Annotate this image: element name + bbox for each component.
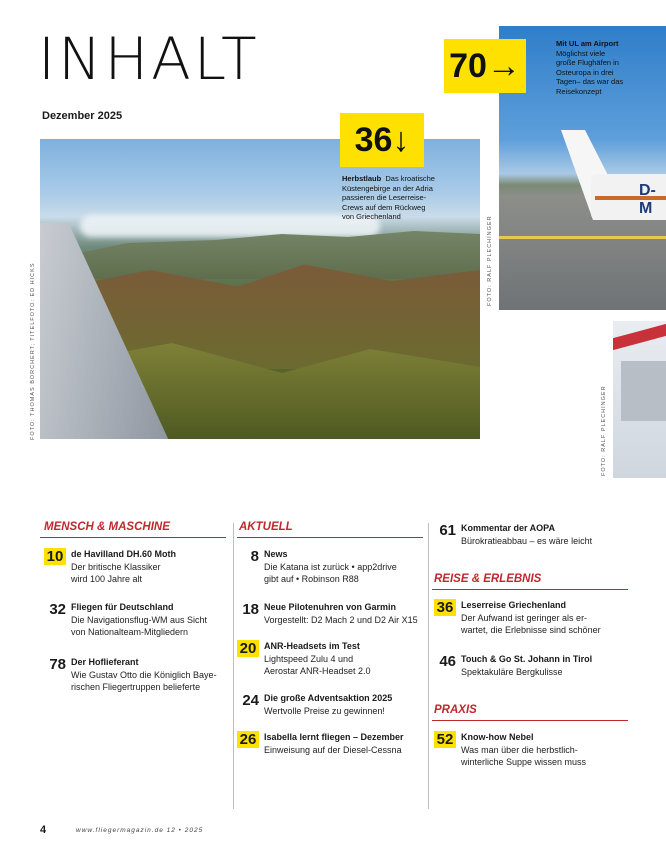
toc-description: Was man über die herbstlich- winterliche Suppe wissen muss — [461, 745, 587, 767]
toc-title: de Havilland DH.60 Moth — [71, 549, 177, 559]
footer-url[interactable]: www.fliegermagazin.de 12 • 2025 — [76, 827, 204, 834]
caption-line: Crews auf dem Rückweg — [342, 202, 426, 212]
toc-page-number: 36 — [434, 599, 456, 616]
toc-description: Vorgestellt: D2 Mach 2 und D2 Air X15 — [264, 615, 418, 625]
section-heading-aktuell: AKTUELL — [239, 521, 293, 533]
toc-title: Fliegen für Deutschland — [71, 602, 174, 612]
toc-title: Die große Adventsaktion 2025 — [264, 693, 393, 703]
caption-airport-title: Mit UL am Airport — [556, 39, 619, 48]
toc-page-number: 32 — [49, 601, 66, 618]
toc-page-number: 8 — [250, 548, 259, 565]
toc-title: Isabella lernt fliegen – Dezember — [264, 732, 404, 742]
photo-snow-aircraft — [613, 321, 666, 478]
caption-line: Das kroatische — [385, 174, 435, 183]
toc-description: Bürokratieabbau – es wäre leicht — [461, 536, 593, 546]
cloud-layer — [80, 215, 380, 237]
toc-description: Die Katana ist zurück • app2drive gibt auf • Robinson R88 — [264, 562, 397, 584]
toc-description: Der britische Klassiker wird 100 Jahre alt — [71, 562, 161, 584]
toc-description: Der Aufwand ist geringer als er- wartet, die Erlebnisse sind schöner — [461, 613, 601, 635]
toc-title: Know-how Nebel — [461, 732, 534, 742]
section-underline — [432, 720, 628, 721]
toc-title: Touch & Go St. Johann in Tirol — [461, 654, 593, 664]
toc-page-number: 20 — [237, 640, 259, 657]
column-divider — [233, 523, 234, 809]
toc-description: Lightspeed Zulu 4 und Aerostar ANR-Headset 2.0 — [264, 654, 371, 676]
toc-page-number: 46 — [439, 653, 456, 670]
column-divider — [428, 523, 429, 809]
photo-credit-right-1: FOTO: RALF PLECHINGER — [487, 215, 493, 306]
section-heading-reise: REISE & ERLEBNIS — [434, 573, 542, 585]
page-badge-70[interactable] — [444, 39, 526, 93]
caption-line: passieren die Leserreise- — [342, 193, 427, 202]
toc-title: Der Hoflieferant — [71, 657, 139, 667]
toc-title: Neue Pilotenuhren von Garmin — [264, 602, 397, 612]
caption-line: Osteuropa in drei — [556, 67, 614, 77]
toc-page-number: 61 — [439, 522, 456, 539]
section-underline — [40, 537, 226, 538]
section-underline — [432, 589, 628, 590]
photo-credit-right-2: FOTO: RALF PLECHINGER — [601, 385, 607, 476]
caption-line: Küstengebirge an der Adria — [342, 183, 433, 193]
caption-main-title: Herbstlaub — [342, 174, 382, 183]
toc-description: Einweisung auf der Diesel-Cessna — [264, 745, 402, 755]
snow-plane — [621, 361, 666, 421]
caption-herbstlaub — [342, 174, 476, 222]
caption-line: große Flughäfen in — [556, 58, 619, 67]
toc-description: Spektakuläre Bergkulisse — [461, 667, 563, 677]
issue-date: Dezember 2025 — [42, 110, 123, 122]
section-heading-mensch: MENSCH & MASCHINE — [44, 521, 170, 533]
toc-page-number: 78 — [49, 656, 66, 673]
page-title: INHALT — [38, 25, 260, 93]
badge-number: 36 — [354, 120, 393, 159]
toc-title: Leserreise Griechenland — [461, 600, 567, 610]
page-badge-36[interactable] — [340, 113, 424, 167]
toc-title: Kommentar der AOPA — [461, 523, 556, 533]
toc-page-number: 18 — [242, 601, 259, 618]
toc-description: Wertvolle Preise zu gewinnen! — [264, 706, 385, 716]
toc-title: News — [264, 549, 288, 559]
photo-credit-left: FOTO: THOMAS BORCHERT; TITELFOTO: ED HICKS — [30, 262, 36, 440]
toc-page-number: 52 — [434, 731, 456, 748]
toc-page-number: 26 — [237, 731, 259, 748]
toc-page-number: 24 — [242, 692, 259, 709]
caption-line: Reisekonzept — [556, 86, 602, 96]
badge-number: 70 — [449, 46, 487, 85]
caption-line: von Griechenland — [342, 212, 401, 221]
arrow-down-icon: ↓ — [392, 120, 410, 159]
toc-title: ANR-Headsets im Test — [264, 641, 360, 651]
toc-page-number: 10 — [44, 548, 66, 565]
plane-registration: D-M — [639, 182, 656, 217]
toc-description: Wie Gustav Otto die Königlich Baye- rischen Fliegertruppen belieferte — [71, 670, 217, 692]
toc-description: Die Navigationsflug-WM aus Sicht von Nationalteam-Mitgliedern — [71, 615, 208, 637]
snow-stripe — [613, 324, 666, 350]
footer-page-number: 4 — [40, 824, 47, 836]
tarmac-line — [499, 236, 666, 239]
section-underline — [237, 537, 423, 538]
caption-line: Tagen– das war das — [556, 77, 624, 86]
section-heading-praxis: PRAXIS — [434, 704, 477, 716]
caption-line: Möglichst viele — [556, 48, 606, 58]
caption-airport — [556, 39, 662, 96]
arrow-right-icon: → — [486, 46, 521, 85]
